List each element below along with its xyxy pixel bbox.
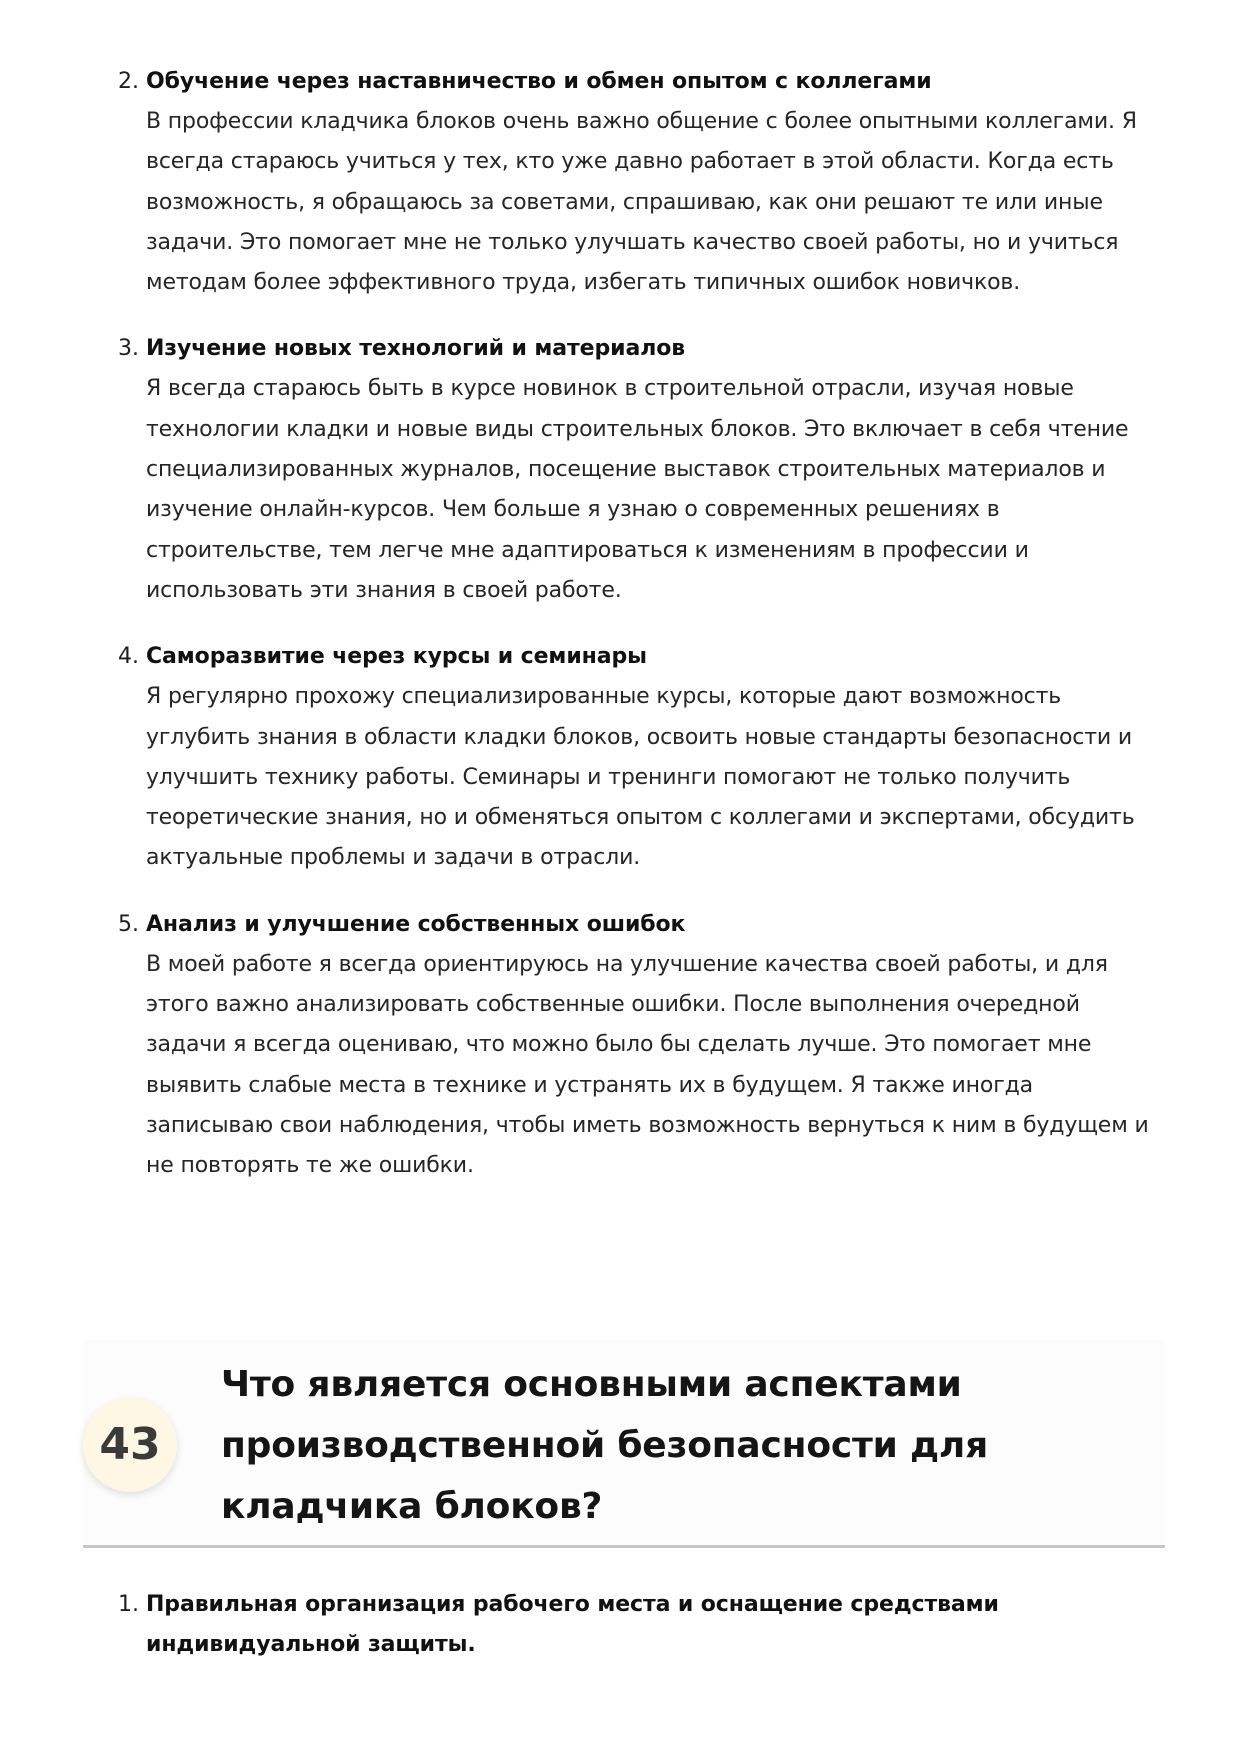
list-item-text: Я регулярно прохожу специализированные курсы, которые дают возможность углубить знания в области кладки блоков, освоить новые стандарты безопасности и улучшить технику работы. Семинары и тренинги помогают не только получить теоретические знания, но и обменяться опытом с коллегами и экспертами, обсудить актуальные проблемы и задачи в отрасли. [146,684,1135,871]
list-item [115,637,1165,878]
list-item-text: В профессии кладчика блоков очень важно общение с более опытными коллегами. Я всегда стараюсь учиться у тех, кто уже давно работает в этой области. Когда есть возможность, я обращаюсь за советами, спрашиваю, как они решают те или иные задачи. Это помогает мне не только улучшать качество своей работы, но и учиться методам более эффективного труда, избегать типичных ошибок новичков. [146,109,1137,296]
list-item-number: 3. [118,336,139,362]
question-title: Что является основными аспектами производственной безопасности для кладчика блоков? [221,1364,988,1527]
list-item-number: 1. [118,1592,139,1617]
list-item-title: Изучение новых технологий и материалов [146,336,686,362]
list-item [115,1585,1165,1665]
list-item [115,62,1165,303]
list-item-title: Правильная организация рабочего места и оснащение средствами индивидуальной защиты. [146,1592,999,1657]
answer-list-previous [115,62,1165,1213]
list-item-title: Обучение через наставничество и обмен опытом с коллегами [146,69,932,94]
answer-list-current [115,1585,1165,1691]
list-item [115,329,1165,611]
list-item-number: 4. [118,644,139,670]
list-item [115,905,1165,1187]
list-item-text: В моей работе я всегда ориентируюсь на улучшение качества своей работы, и для этого важно анализировать собственные ошибки. После выполнения очередной задачи я всегда оцениваю, что можно было бы сделать лучше. Это помогает мне выявить слабые места в технике и устранять их в будущем. Я также иногда записываю свои наблюдения, чтобы иметь возможность вернуться к ним в будущем и не повторять те же ошибки. [146,951,1149,1179]
question-number-badge: 43 [83,1398,177,1492]
list-item-text: Я всегда стараюсь быть в курсе новинок в строительной отрасли, изучая новые технологии кладки и новые виды строительных блоков. Это включает в себя чтение специализированных журналов, посещение выставок строительных материалов и изучение онлайн-курсов. Чем больше я узнаю о современных решениях в строительстве, тем легче мне адаптироваться к изменениям в профессии и использовать эти знания в своей работе. [146,376,1129,603]
list-item-title: Анализ и улучшение собственных ошибок [146,911,686,937]
list-item-title: Саморазвитие через курсы и семинары [146,644,647,670]
question-header [83,1340,1165,1548]
list-item-number: 5. [118,911,139,937]
list-item-number: 2. [118,69,139,94]
